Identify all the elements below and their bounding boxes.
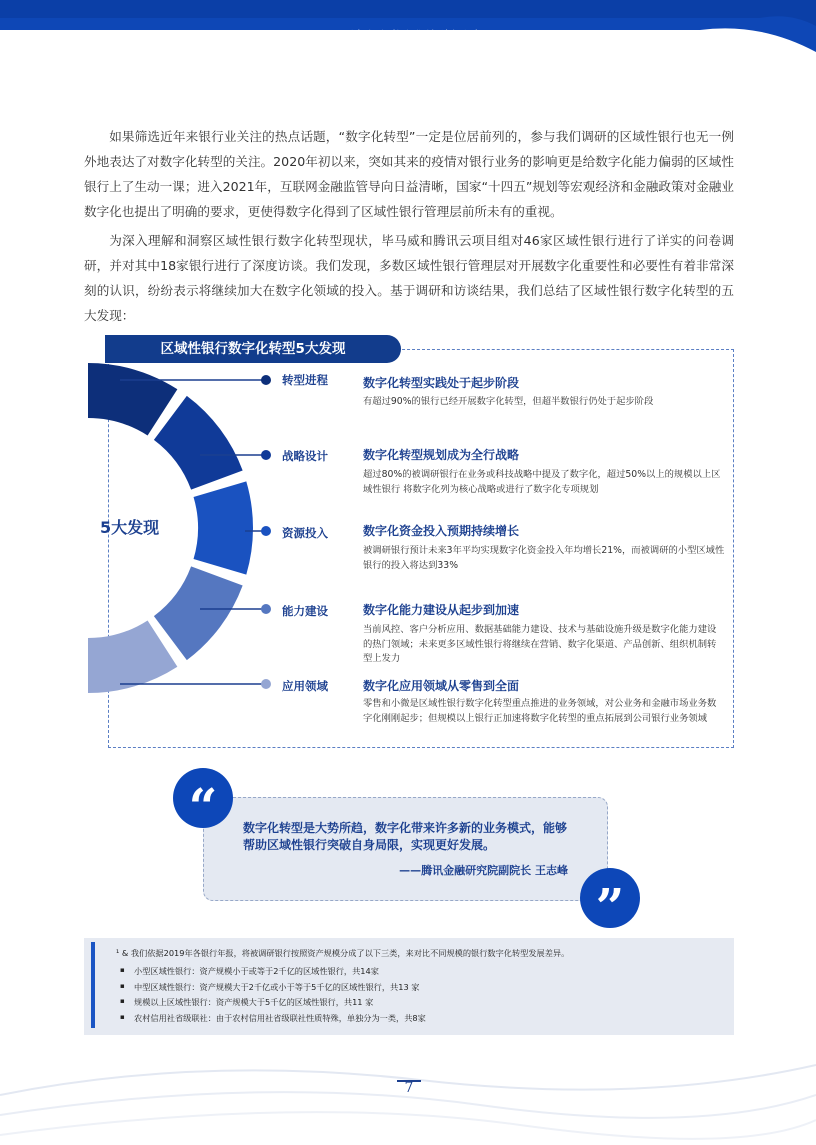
close-quote-icon: ”: [580, 868, 640, 928]
bullet-icon: ▪: [120, 982, 125, 990]
finding-heading: 数字化转型规划成为全行战略: [363, 448, 520, 462]
finding-category: 资源投入: [282, 526, 328, 540]
finding-heading: 数字化能力建设从起步到加速: [363, 603, 520, 617]
footnote-item: 规模以上区域性银行：资产规模大于5千亿的区域性银行，共11 家: [134, 997, 374, 1007]
footnote-item: 中型区域性银行：资产规模大于2千亿或小于等于5千亿的区域性银行，共13 家: [134, 982, 420, 992]
finding-heading: 数字化资金投入预期持续增长: [363, 524, 520, 538]
footnote-item: 农村信用社省级联社：由于农村信用社省级联社性质特殊，单独分为一类，共8家: [134, 1013, 426, 1023]
intro-paragraph: 如果筛选近年来银行业关注的热点话题，“数字化转型”一定是位居前列的，参与我们调研的区域性银行也无一例外地表达了对数字化转型的关注。2020年初以来，突如其来的疫情对银行业务的影响更是给数字化能力偏弱的区域性银行上了生动一课；进入2021年，互联网金融监管导向日益清晰，国家“十四五”规划等宏观经济和金融政策对金融业数字化也提出了明确的要求，更使得数字化得到了区域性银行管理层前所未有的重视。: [84, 129, 734, 219]
footnote-accent-bar: [91, 942, 95, 1028]
open-quote-icon: “: [173, 768, 233, 828]
finding-heading: 数字化转型实践处于起步阶段: [363, 376, 520, 390]
finding-category: 转型进程: [282, 373, 328, 387]
header-title: 区域性银行数字化转型白皮书: [333, 29, 483, 42]
findings-title: 区域性银行数字化转型5大发现: [105, 335, 401, 363]
finding-description: 零售和小微是区域性银行数字化转型重点推进的业务领域，对公业务和金融市场业务数字化刚刚起步；但规模以上银行正加速将数字化转型的重点拓展到公司银行业务领域: [363, 698, 717, 724]
finding-category: 能力建设: [282, 604, 328, 618]
finding-heading: 数字化应用领域从零售到全面: [363, 679, 520, 693]
footnote-intro: ¹ & 我们依据2019年各银行年报，将被调研银行按照资产规模分成了以下三类，来对比不同规模的银行数字化转型发展差异。: [116, 948, 570, 958]
finding-description: 有超过90%的银行已经开展数字化转型，但超半数银行仍处于起步阶段: [363, 396, 654, 407]
bullet-icon: ▪: [120, 966, 125, 974]
footnote-item: 小型区域性银行：资产规模小于或等于2千亿的区域性银行，共14家: [134, 966, 379, 976]
quote-attribution: ——腾讯金融研究院副院长 王志峰: [399, 864, 568, 877]
findings-center-label: 5大发现: [100, 518, 160, 537]
finding-category: 战略设计: [282, 449, 328, 463]
bullet-icon: ▪: [120, 1013, 125, 1021]
quote-text: 数字化转型是大势所趋，数字化带来许多新的业务模式，能够帮助区域性银行突破自身局限，实现更好发展。: [243, 821, 568, 852]
finding-description: 当前风控、客户分析应用、数据基础能力建设、技术与基础设施升级是数字化能力建设的热门领域；未来更多区域性银行将继续在营销、数字化渠道、产品创新、组织机制转型上发力: [363, 624, 717, 664]
research-paragraph: 为深入理解和洞察区域性银行数字化转型现状，毕马威和腾讯云项目组对46家区域性银行进行了详实的问卷调研，并对其中18家银行进行了深度访谈。我们发现，多数区域性银行管理层对开展数字化重要性和必要性有着非常深刻的认识，纷纷表示将继续加大在数字化领域的投入。基于调研和访谈结果，我们总结了区域性银行数字化转型的五大发现：: [84, 233, 734, 323]
finding-description: 超过80%的被调研银行在业务或科技战略中提及了数字化，超过50%以上的规模以上区域性银行 将数字化列为核心战略或进行了数字化专项规划: [363, 469, 721, 495]
page-number: 7: [404, 1080, 414, 1096]
finding-category: 应用领域: [282, 679, 328, 693]
finding-description: 被调研银行预计未来3年平均实现数字化资金投入年均增长21%，而被调研的小型区域性银行的投入将达到33%: [363, 545, 725, 571]
bullet-icon: ▪: [120, 997, 125, 1005]
